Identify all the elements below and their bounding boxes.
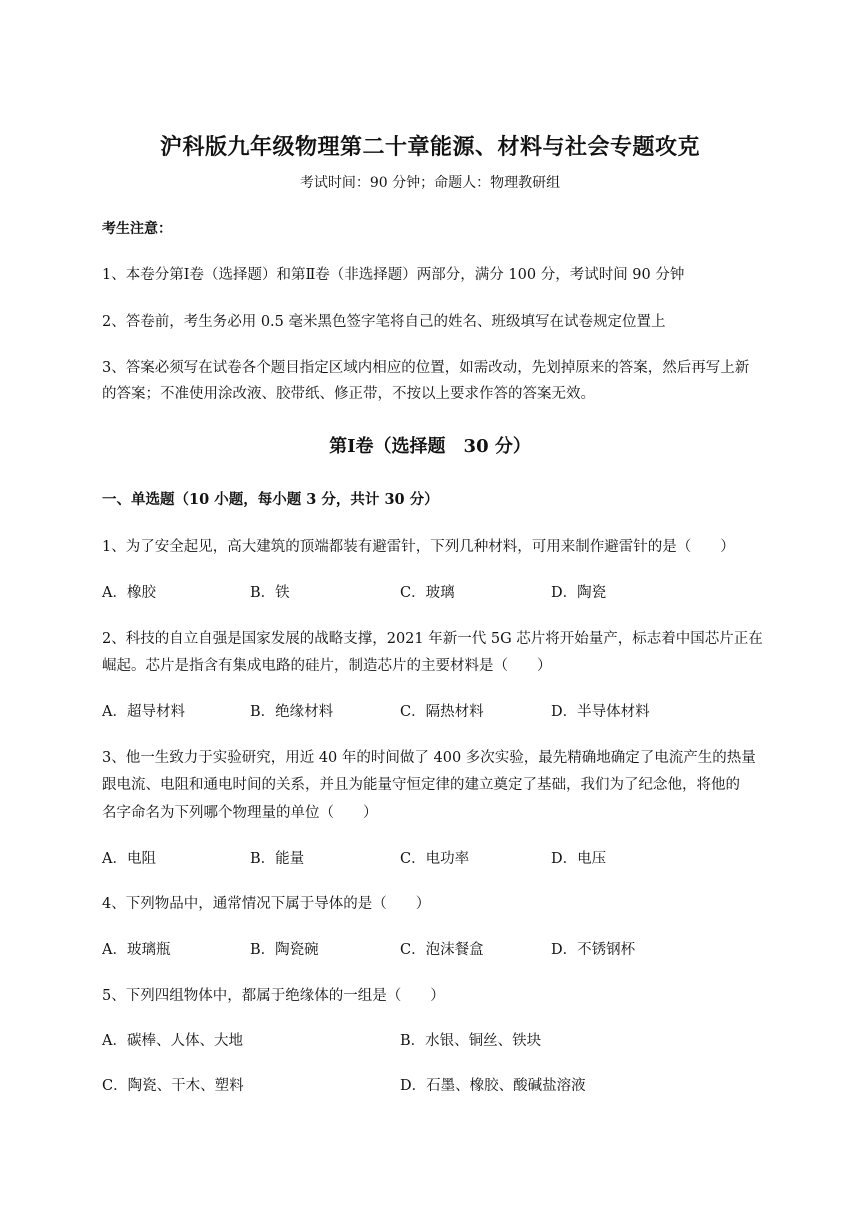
question-5-option-a: A．碳棒、人体、大地 [102,1033,243,1049]
question-2-option-b: B．绝缘材料 [250,704,334,720]
question-2-text: 2、科技的自立自强是国家发展的战略支撑，2021 年新一代 5G 芯片将开始量产，标志着中国芯片正在 [102,631,763,647]
part-heading: 一、单选题（10 小题，每小题 3 分，共计 30 分） [102,491,439,508]
question-1-option-d: D．陶瓷 [551,585,607,601]
notice-item-2: 2、答卷前，考生务必用 0.5 毫米黑色签字笔将自己的姓名、班级填写在试卷规定位置上 [102,314,666,330]
question-1-option-b: B．铁 [250,585,290,601]
question-3-option-a: A．电阻 [102,851,156,867]
question-1-option-c: C．玻璃 [400,585,455,601]
question-3-option-d: D．电压 [551,851,607,867]
notice-item-3: 3、答案必须写在试卷各个题目指定区域内相应的位置，如需改动，先划掉原来的答案，然后再写上新 [102,360,750,376]
question-4-option-a: A．玻璃瓶 [102,942,171,958]
question-3-text-continued-2: 名字命名为下列哪个物理量的单位（ ） [102,805,378,821]
notice-item-3-continued: 的答案；不准使用涂改液、胶带纸、修正带，不按以上要求作答的答案无效。 [102,386,595,402]
question-3-option-c: C．电功率 [400,851,470,867]
question-2-option-d: D．半导体材料 [551,704,650,720]
question-4-option-d: D．不锈钢杯 [551,942,636,958]
page-title: 沪科版九年级物理第二十章能源、材料与社会专题攻克 [159,134,700,160]
question-5-option-b: B．水银、铜丝、铁块 [400,1033,542,1049]
question-1-option-a: A．橡胶 [102,585,156,601]
question-4-option-b: B．陶瓷碗 [250,942,319,958]
question-3-text: 3、他一生致力于实验研究，用近 40 年的时间做了 400 多次实验，最先精确地确定了电流产生的热量 [102,750,756,766]
exam-info: 考试时间：90 分钟；命题人：物理教研组 [299,175,561,191]
notice-heading: 考生注意： [102,221,172,237]
question-4-text: 4、下列物品中，通常情况下属于导体的是（ ） [102,896,431,912]
notice-item-1: 1、本卷分第Ⅰ卷（选择题）和第Ⅱ卷（非选择题）两部分，满分 100 分，考试时间 90 分钟 [102,267,685,283]
question-3-text-continued-1: 跟电流、电阻和通电时间的关系，并且为能量守恒定律的建立奠定了基础，我们为了纪念他，将他的 [102,777,740,793]
question-5-option-d: D．石墨、橡胶、酸碱盐溶液 [400,1078,586,1094]
question-3-option-b: B．能量 [250,851,305,867]
question-5-option-c: C．陶瓷、干木、塑料 [102,1078,244,1094]
question-4-option-c: C．泡沫餐盒 [400,942,484,958]
question-1-text: 1、为了安全起见，高大建筑的顶端都装有避雷针，下列几种材料，可用来制作避雷针的是（ ） [102,539,735,555]
section-title: 第Ⅰ卷（选择题 30 分） [329,436,531,457]
question-2-option-c: C．隔热材料 [400,704,484,720]
question-2-option-a: A．超导材料 [102,704,185,720]
question-2-text-continued: 崛起。芯片是指含有集成电路的硅片，制造芯片的主要材料是（ ） [102,658,552,674]
question-5-text: 5、下列四组物体中，都属于绝缘体的一组是（ ） [102,988,445,1004]
